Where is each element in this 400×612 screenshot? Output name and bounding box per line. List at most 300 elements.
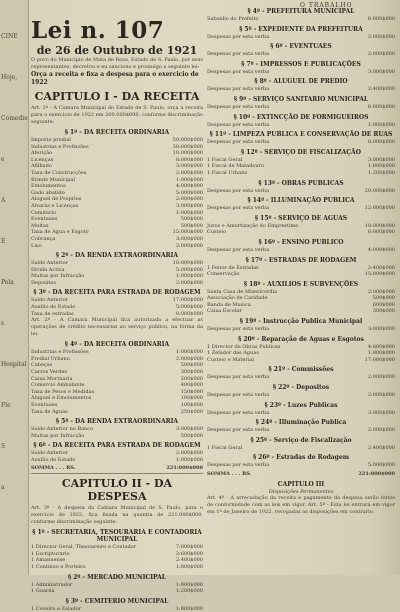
row-label: Despesas por esta verba bbox=[207, 121, 270, 128]
budget-row bbox=[207, 104, 395, 111]
row-label: 1 Fiscal Geral bbox=[207, 156, 243, 163]
row-value: 500$000 bbox=[180, 362, 203, 369]
budget-row bbox=[207, 34, 395, 41]
row-value: 5:000$000 bbox=[367, 462, 395, 469]
budget-row bbox=[31, 457, 203, 464]
row-label: Imposto predial bbox=[31, 137, 72, 143]
budget-row bbox=[207, 410, 395, 417]
budget-row bbox=[31, 183, 203, 190]
budget-row bbox=[31, 311, 203, 318]
budget-row bbox=[31, 196, 203, 203]
budget-row bbox=[207, 295, 395, 302]
row-value: 7:000$000 bbox=[175, 544, 203, 551]
budget-row bbox=[31, 243, 203, 250]
row-value: 1:800$000 bbox=[367, 350, 395, 357]
budget-row bbox=[207, 326, 395, 333]
row-label: 1 Fiscal Urbano bbox=[207, 169, 248, 176]
section-title: § 22º - Depositos bbox=[272, 384, 330, 392]
row-value: 10:000$000 bbox=[172, 150, 203, 157]
row-label: Saldo Anterior bbox=[31, 260, 68, 267]
budget-row bbox=[207, 308, 395, 315]
left-column-strip bbox=[0, 0, 29, 575]
budget-row bbox=[31, 150, 203, 157]
row-value: 2:000$000 bbox=[175, 242, 203, 249]
row-value: 6:000$000 bbox=[367, 103, 395, 110]
budget-row bbox=[207, 163, 395, 170]
row-label: Banda de Musica bbox=[207, 301, 251, 308]
row-label: Afilhado bbox=[31, 163, 52, 170]
budget-row bbox=[31, 229, 203, 236]
strip-line: a bbox=[1, 484, 5, 491]
row-value: 1:800$000 bbox=[175, 581, 203, 588]
row-label: 1 Continuo e Porteiro bbox=[31, 563, 86, 570]
row-value: 2:000$000 bbox=[175, 450, 203, 457]
row-value: 12:000$000 bbox=[364, 205, 395, 212]
budget-row bbox=[31, 304, 203, 311]
row-label: Subsidio do Prefeito bbox=[207, 16, 259, 22]
row-value: 300$000 bbox=[372, 308, 395, 315]
section-title: § 25º - Serviço de Fiscalização bbox=[250, 436, 352, 444]
rows-roads-2 bbox=[31, 450, 203, 463]
budget-row bbox=[31, 273, 203, 280]
budget-row bbox=[31, 137, 203, 144]
section-title: § 10º - EXTINCÇÃO DE FORMIGUEIROS bbox=[233, 113, 369, 121]
budget-row bbox=[31, 297, 203, 304]
row-label: Taxa de estradas bbox=[31, 310, 74, 317]
budget-row bbox=[207, 205, 395, 212]
budget-row bbox=[207, 392, 395, 399]
row-label: Caixa Mortuaria bbox=[31, 375, 73, 382]
strip-line: A bbox=[1, 197, 6, 204]
row-label: Despesas por esta verba bbox=[207, 187, 270, 194]
row-label: Taxa de Agua e Esgoto bbox=[31, 229, 89, 236]
row-value: 2:000$000 bbox=[175, 279, 203, 286]
row-label: Aluguel de Proprios bbox=[31, 196, 82, 203]
article-2: Art. 2º - A Camara Municipal fica autorizada a efectuar as operações de crédito necessarias ao serviço publico, na fórma da lei. bbox=[31, 317, 203, 338]
row-label: Comercio Ambulante bbox=[31, 382, 85, 389]
row-value: 30:000$000 bbox=[172, 143, 203, 150]
row-value: 2:000$000 bbox=[175, 169, 203, 176]
row-value: 15:000$000 bbox=[364, 271, 395, 278]
row-value: 5:000$000 bbox=[175, 266, 203, 273]
row-label: 1 Administrador bbox=[31, 581, 73, 588]
right-sections bbox=[207, 8, 395, 469]
budget-row bbox=[31, 216, 203, 223]
row-value: 3:000$000 bbox=[367, 409, 395, 416]
budget-row bbox=[207, 374, 395, 381]
budget-row bbox=[31, 177, 203, 184]
law-title: Lei n. 107 bbox=[31, 17, 165, 44]
section-extra: § 2º - DA RENDA EXTRAORDINARIA bbox=[55, 252, 179, 260]
row-value: 50:000$000 bbox=[172, 137, 203, 143]
row-value: 1:800$000 bbox=[367, 163, 395, 170]
budget-row bbox=[207, 16, 395, 23]
budget-row bbox=[31, 606, 203, 612]
right-column bbox=[207, 0, 395, 575]
row-value: 4:800$000 bbox=[367, 343, 395, 350]
row-label: Saldo Anterior bbox=[31, 297, 68, 304]
rows-mercado bbox=[31, 582, 203, 595]
chapter-1-intro: Art. 1º - A Camara Municipal do Estado de S. Paulo, orça a receita para o exercicio de 1922 em 200.000$000, conforme discriminação seguinte: bbox=[31, 105, 203, 125]
row-label: 1 Coveiro e Zelador bbox=[31, 605, 82, 612]
row-value: 15:000$000 bbox=[172, 229, 203, 236]
rows-cemiterio bbox=[31, 606, 203, 612]
row-label: 1 Feitor de Estradas bbox=[207, 264, 259, 271]
row-value: 17:000$000 bbox=[172, 297, 203, 304]
row-value: 3:000$000 bbox=[367, 156, 395, 163]
row-label: Licenças bbox=[31, 156, 54, 163]
row-label: Despesas por esta verba bbox=[207, 33, 270, 40]
row-value: 3:000$000 bbox=[367, 68, 395, 75]
section-title: § 21º - Commissões bbox=[268, 366, 334, 374]
row-label: Auxilio do Estado bbox=[31, 304, 76, 311]
strip-line: e bbox=[1, 156, 5, 163]
budget-row bbox=[31, 356, 203, 363]
row-label: Associação de Caridade bbox=[207, 295, 268, 302]
budget-row bbox=[207, 122, 395, 129]
row-value: 2:400$000 bbox=[367, 444, 395, 451]
row-label: Cobrança bbox=[31, 235, 56, 242]
section-roads: § 3º - DA RECEITA PARA ESTRADA DE RODAGEM bbox=[33, 289, 201, 297]
row-label: Juros e Amortização do Emprestimo bbox=[207, 222, 299, 229]
budget-row bbox=[207, 229, 395, 236]
budget-row bbox=[31, 280, 203, 287]
section-title: § 7º - IMPRESSOS E PUBLICAÇÕES bbox=[241, 60, 361, 68]
section-secretaria: § 1º - SECRETARIA, TESOURARIA E CONTADORIA MUNICIPAL bbox=[32, 529, 202, 544]
section-title: § 16º - ENSINO PUBLICO bbox=[258, 238, 344, 246]
row-value: 2:000$000 bbox=[175, 196, 203, 203]
row-label: Despesas por esta verba bbox=[207, 392, 270, 399]
row-value: 6:000$000 bbox=[367, 229, 395, 236]
strip-line: Pela bbox=[1, 279, 14, 286]
rows-ordinary bbox=[31, 137, 203, 249]
section-title: § 26º - Estradas de Rodagem bbox=[252, 454, 350, 462]
row-value: 500$000 bbox=[180, 216, 203, 223]
chapter-2-title: CAPITULO II - DA DESPESA bbox=[61, 477, 173, 504]
row-value: 2:000$000 bbox=[367, 374, 395, 381]
budget-row bbox=[31, 210, 203, 217]
budget-row bbox=[31, 564, 203, 571]
budget-row bbox=[31, 260, 203, 267]
strip-line: Hospital bbox=[1, 361, 27, 368]
sum-value: 221:000$000 bbox=[166, 464, 203, 471]
row-label: Santa Casa de Misericordia bbox=[207, 288, 278, 295]
row-value: 8:000$000 bbox=[175, 156, 203, 163]
intro-paragraph: O povo do Municipio de Mata de Rosa, Estado de S. Paulo, por seus representantes, decretou e eu sanciono e promulgo a seguinte lei: bbox=[31, 57, 203, 70]
row-label: Eventuaes bbox=[31, 402, 58, 408]
row-label: 1 Guarda bbox=[31, 588, 55, 595]
budget-row bbox=[31, 157, 203, 164]
row-label: 1 Fiscal Geral bbox=[207, 444, 243, 451]
row-label: Custeio e Material bbox=[207, 356, 254, 363]
budget-row bbox=[207, 51, 395, 58]
budget-row bbox=[31, 362, 203, 369]
row-value: 1:800$000 bbox=[175, 563, 203, 570]
budget-row bbox=[31, 382, 203, 389]
divider bbox=[31, 473, 203, 474]
budget-row bbox=[31, 163, 203, 170]
row-value: 2:000$000 bbox=[367, 288, 395, 295]
section-title: § 19º - Instrucção Publica Municipal bbox=[239, 318, 363, 326]
row-value: 2:400$000 bbox=[367, 86, 395, 93]
row-label: 1 Zelador das Aguas bbox=[207, 350, 259, 357]
row-value: 17:000$000 bbox=[364, 356, 395, 363]
row-value: 500$000 bbox=[372, 295, 395, 302]
budget-row bbox=[207, 271, 395, 278]
chapter-3-subtitle: Disposições Permanentes bbox=[268, 488, 334, 495]
budget-row bbox=[207, 344, 395, 351]
section-title: § 11º - LIMPEZA PUBLICA E CONSERVAÇÃO DE RUAS bbox=[209, 131, 393, 139]
budget-row bbox=[31, 349, 203, 356]
strip-line: s bbox=[1, 320, 5, 327]
row-label: 1 Fiscal de Matadouro bbox=[207, 163, 265, 170]
budget-row bbox=[207, 139, 395, 146]
budget-row bbox=[31, 557, 203, 564]
row-label: Saldo Anterior bbox=[31, 450, 68, 457]
row-value: 400$000 bbox=[180, 382, 203, 389]
row-label: Brinde Municipal bbox=[31, 176, 75, 183]
row-label: Taxa de Aguas bbox=[31, 408, 68, 415]
row-value: 2:000$000 bbox=[175, 355, 203, 362]
row-value: 1:200$000 bbox=[367, 169, 395, 176]
budget-row bbox=[31, 409, 203, 416]
row-label: Despesas por esta verba bbox=[207, 68, 270, 75]
budget-row bbox=[207, 69, 395, 76]
row-label: 1 Director Geral, Thesoureiro e Contador bbox=[31, 544, 137, 551]
sum2-row bbox=[207, 471, 395, 478]
sum2-label: SOMMA . . . RS. bbox=[207, 471, 252, 477]
row-value: 2:400$000 bbox=[175, 557, 203, 564]
section-title: § 5º - EXPEDIENTE DA PREFEITURA bbox=[239, 25, 363, 33]
section-title: § 20º - Reparação de Aguas e Esgotos bbox=[238, 335, 364, 343]
intro-bold: Orça a receita e fixa a despesa para o exercicio de 1922 bbox=[31, 71, 199, 86]
row-value: 500$000 bbox=[180, 432, 203, 439]
budget-row bbox=[207, 188, 395, 195]
row-label: Despesas por esta verba bbox=[207, 374, 270, 381]
row-label: Despesas por esta verba bbox=[207, 409, 270, 416]
budget-row bbox=[31, 588, 203, 595]
row-value: 2:000$000 bbox=[367, 51, 395, 58]
row-value: 18:000$000 bbox=[364, 222, 395, 229]
row-value: 1:000$000 bbox=[175, 176, 203, 183]
strip-line: Comedie bbox=[1, 115, 28, 122]
row-value: 300$000 bbox=[180, 369, 203, 376]
section-title: § 13º - OBRAS PUBLICAS bbox=[258, 179, 344, 187]
row-label: Multas por Infracção bbox=[31, 273, 85, 280]
row-label: Despesas por esta verba bbox=[207, 326, 270, 333]
row-value: 1:000$000 bbox=[175, 209, 203, 216]
row-label: Cabeças bbox=[31, 362, 53, 369]
budget-row bbox=[207, 170, 395, 177]
row-value: 4:000$000 bbox=[367, 246, 395, 253]
budget-row bbox=[207, 247, 395, 254]
budget-row bbox=[207, 357, 395, 364]
row-value: 5:000$000 bbox=[175, 304, 203, 311]
section-title: § 15º - SERVIÇO DE AGUAS bbox=[254, 214, 348, 222]
budget-row bbox=[31, 389, 203, 396]
row-label: Divida Activa bbox=[31, 266, 65, 273]
row-label: Carros Verdes bbox=[31, 369, 67, 376]
row-value: 8:000$000 bbox=[175, 310, 203, 317]
row-value: 100$000 bbox=[180, 402, 203, 408]
row-value: 500$000 bbox=[180, 222, 203, 229]
row-label: Caixa Escolar bbox=[207, 308, 242, 315]
row-value: 6:000$000 bbox=[367, 16, 395, 22]
row-label: Emolumentos bbox=[31, 183, 66, 190]
row-label: Taxa de Pesos e Medidas bbox=[31, 388, 95, 395]
budget-row bbox=[207, 462, 395, 469]
row-label: Despesas por esta verba bbox=[207, 139, 270, 146]
row-value: 3:000$000 bbox=[175, 426, 203, 433]
section-ordinary-2: § 4º - DA RECEITA ORDINARIA bbox=[64, 341, 170, 349]
row-value: 1:200$000 bbox=[175, 588, 203, 595]
rows-secretaria bbox=[31, 544, 203, 570]
row-label: Lixo bbox=[31, 242, 42, 249]
budget-row bbox=[31, 170, 203, 177]
row-label: Despesas por esta verba bbox=[207, 103, 270, 110]
row-label: Depositos bbox=[31, 279, 56, 286]
budget-row bbox=[31, 144, 203, 151]
row-label: Conservação bbox=[207, 271, 240, 278]
row-label: Despesas por esta verba bbox=[207, 427, 270, 434]
row-value: 2:000$000 bbox=[367, 33, 395, 40]
row-label: Alvarás e Licenças bbox=[31, 202, 79, 209]
sum-label: SOMMA . . . RS. bbox=[31, 464, 76, 471]
row-label: 1 Director de Obras Publicas bbox=[207, 343, 281, 350]
section-title: § 24º - Illuminação Publica bbox=[255, 419, 347, 427]
rows-extra-2 bbox=[31, 426, 203, 439]
final-text: Art. 4º - A arrecadação da receita e pagamento da despesa serão feitos de conformidade com as leis em vigor. Art. 5º - Esta lei entrará em vigor em 1º de Janeiro de 1922, revogadas as disposições em contrario. bbox=[207, 495, 395, 516]
row-label: Aluguel e Emolumentos bbox=[31, 395, 92, 402]
budget-row bbox=[31, 433, 203, 440]
strip-line: S bbox=[1, 443, 6, 450]
budget-row bbox=[31, 544, 203, 551]
section-title: § 12º - SERVIÇO DE FISCALIZAÇÃO bbox=[241, 148, 361, 156]
chapter-1-title: CAPITULO I - DA RECEITA bbox=[34, 90, 200, 103]
row-value: 1:800$000 bbox=[175, 605, 203, 612]
row-value: 100$000 bbox=[180, 395, 203, 402]
rows-roads bbox=[31, 297, 203, 317]
row-value: 200$000 bbox=[180, 375, 203, 382]
budget-row bbox=[31, 190, 203, 197]
row-label: Aferição bbox=[31, 150, 53, 157]
row-value: 10:000$000 bbox=[172, 260, 203, 267]
rows-extra bbox=[31, 260, 203, 286]
section-title: § 9º - SERVIÇO SANITARIO MUNICIPAL bbox=[233, 95, 369, 103]
row-label: Multas por Infracção bbox=[31, 432, 85, 439]
budget-row bbox=[207, 302, 395, 309]
budget-row bbox=[207, 427, 395, 434]
budget-row bbox=[31, 402, 203, 409]
row-value: 3:000$000 bbox=[367, 326, 395, 333]
row-value: 1:000$000 bbox=[175, 349, 203, 356]
budget-row bbox=[207, 350, 395, 357]
row-label: Saldo Anterior no Banco bbox=[31, 426, 94, 433]
budget-row bbox=[31, 450, 203, 457]
row-value: 1:000$000 bbox=[367, 121, 395, 128]
row-value: 600$000 bbox=[372, 301, 395, 308]
row-label: Despesas por esta verba bbox=[207, 246, 270, 253]
row-label: Predial Urbano bbox=[31, 355, 70, 362]
budget-row bbox=[207, 223, 395, 230]
budget-row bbox=[31, 236, 203, 243]
rows-ordinary-2 bbox=[31, 349, 203, 415]
row-label: 1 Escripturario bbox=[31, 550, 70, 557]
strip-line: Fle bbox=[1, 402, 11, 409]
row-label: Despesas por esta verba bbox=[207, 462, 270, 469]
row-label: Gado abatido bbox=[31, 189, 65, 196]
row-value: 2:000$000 bbox=[367, 427, 395, 434]
sum-row bbox=[31, 465, 203, 472]
row-value: 250$000 bbox=[180, 408, 203, 415]
row-value: 8:000$000 bbox=[367, 139, 395, 146]
row-value: 2:400$000 bbox=[367, 264, 395, 271]
sum2-value: 221:000$000 bbox=[358, 471, 395, 477]
strip-line: E bbox=[1, 238, 6, 245]
row-value: 3:000$000 bbox=[175, 202, 203, 209]
row-label: Multas bbox=[31, 222, 49, 229]
section-title: § 18º - AUXILIOS E SUBVENÇÕES bbox=[243, 280, 359, 288]
budget-row bbox=[31, 582, 203, 589]
section-title: § 23º - Luzes Publicas bbox=[264, 401, 338, 409]
row-value: 1:000$000 bbox=[175, 273, 203, 280]
row-label: Despesas por esta verba bbox=[207, 51, 270, 58]
budget-row bbox=[207, 445, 395, 452]
row-value: 5:000$000 bbox=[175, 189, 203, 196]
row-label: Custeio bbox=[207, 229, 227, 236]
row-label: Despesas por esta verba bbox=[207, 205, 270, 212]
row-value: 20:000$000 bbox=[364, 187, 395, 194]
left-column bbox=[31, 0, 203, 612]
row-value: 1:000$000 bbox=[175, 456, 203, 463]
row-value: 3:000$000 bbox=[175, 235, 203, 242]
row-value: 2:000$000 bbox=[367, 392, 395, 399]
chapter-3-title: CAPITULO III bbox=[277, 480, 325, 488]
row-label: Industrias e Profissões bbox=[31, 349, 89, 356]
section-extra-2: § 5º - DA RENDA EXTRAORDINARIA bbox=[55, 418, 179, 426]
section-title: § 14º - ILLUMINAÇÃO PUBLICA bbox=[247, 197, 355, 205]
strip-line: Hoje, bbox=[1, 74, 18, 81]
row-label: Industrias e Profissões bbox=[31, 143, 89, 150]
section-title: § 8º - ALUGUEL DE PREDIO bbox=[254, 78, 348, 86]
budget-row bbox=[207, 157, 395, 164]
section-title: § 17º - ESTRADAS DE RODAGEM bbox=[245, 256, 357, 264]
budget-row bbox=[31, 203, 203, 210]
section-mercado: § 2º - MERCADO MUNICIPAL bbox=[68, 573, 166, 581]
budget-row bbox=[31, 223, 203, 230]
budget-row bbox=[31, 426, 203, 433]
section-ordinary: § 1º - DA RECEITA ORDINARIA bbox=[64, 129, 170, 136]
row-label: Auxilio do Estado bbox=[31, 456, 76, 463]
budget-row bbox=[31, 376, 203, 383]
row-value: 3:600$000 bbox=[175, 550, 203, 557]
section-roads-2: § 6º - DA RECEITA PARA ESTRADA DE RODAGEM bbox=[33, 442, 201, 450]
running-head: O TRABALHO bbox=[300, 2, 353, 9]
budget-row bbox=[31, 369, 203, 376]
strip-line: CINE bbox=[1, 33, 18, 40]
section-title: § 6º - EVENTUAES bbox=[270, 43, 332, 51]
row-label: Eventuaes bbox=[31, 216, 58, 223]
row-value: 4:000$000 bbox=[175, 183, 203, 190]
row-label: Cemiterio bbox=[31, 209, 57, 216]
section-cemiterio: § 3º - CEMITERIO MUNICIPAL bbox=[65, 597, 169, 605]
row-label: Taxa de Construcções bbox=[31, 169, 87, 176]
row-label: Despesas por esta verba bbox=[207, 86, 270, 93]
budget-row bbox=[31, 551, 203, 558]
law-date: de 26 de Outubro de 1921 bbox=[36, 44, 198, 57]
section-title: § 4º - PREFEITURA MUNICIPAL bbox=[247, 8, 355, 15]
row-value: 3:000$000 bbox=[175, 163, 203, 170]
